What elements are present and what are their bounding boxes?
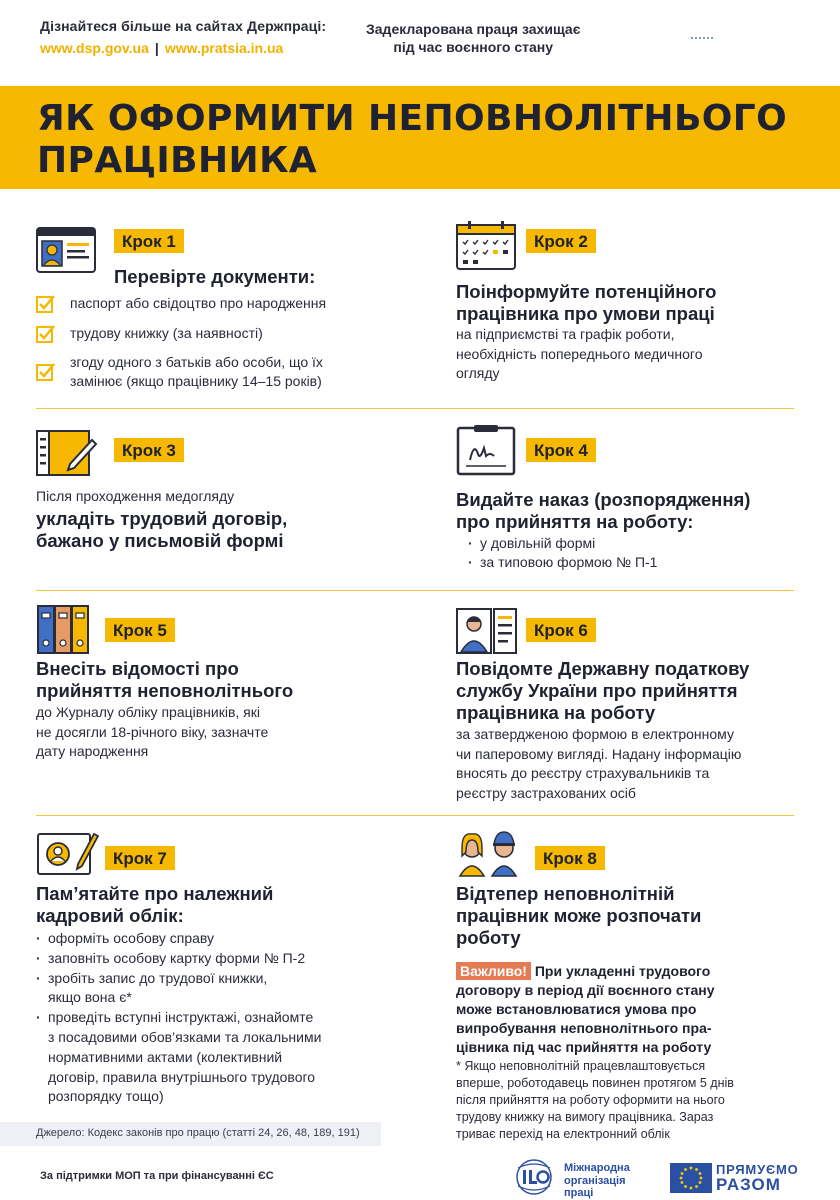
heading-line: працівника на роботу <box>456 702 656 723</box>
checkbox-icon <box>36 324 55 343</box>
step-5-heading <box>36 658 293 702</box>
worker-id-icon <box>456 608 518 654</box>
heading-line: працівника про умови праці <box>456 303 715 324</box>
ilo-logo-icon <box>510 1158 558 1196</box>
text-line: дату народження <box>36 743 149 759</box>
important-line: випробування неповнолітнього пра- <box>456 1020 712 1036</box>
checklist-text: паспорт або свідоцтво про народження <box>70 295 327 311</box>
step-3-heading <box>36 508 287 552</box>
important-text: При укладенні трудового <box>534 963 711 979</box>
step-4-heading <box>456 489 750 533</box>
list-item-continued <box>36 1028 321 1048</box>
list-item-continued <box>36 988 321 1008</box>
footnote-line: трудову книжку на вимогу працівника. Зараз <box>456 1110 714 1124</box>
list-text: з посадовими обов’язками та локальними <box>48 1028 322 1045</box>
important-line: цівника під час прийняття на роботу <box>456 1039 712 1055</box>
list-text: якщо вона є* <box>48 989 132 1006</box>
step-3-badge: Крок 3 <box>114 438 184 462</box>
heading-line: укладіть трудовий договір, <box>36 508 288 529</box>
step-2-badge: Крок 2 <box>526 229 596 253</box>
list-item: · зробіть запис до трудової книжки, <box>36 969 321 989</box>
title-line-1: ЯК ОФОРМИТИ НЕПОВНОЛІТНЬОГО <box>37 98 788 139</box>
list-item-continued <box>36 1068 321 1088</box>
heading-line: про прийняття на роботу: <box>456 511 694 532</box>
site-link-dsp[interactable]: www.dsp.gov.ua <box>40 40 149 56</box>
ilo-line: праці <box>564 1187 594 1199</box>
list-item-continued <box>36 1087 321 1107</box>
step-1-badge: Крок 1 <box>114 229 184 253</box>
list-text: нормативними актами (колективний <box>48 1048 283 1065</box>
footnote-line: триває перехід на електронний облік <box>456 1127 670 1141</box>
step-2-heading <box>456 281 716 325</box>
two-workers-icon <box>456 826 522 878</box>
heading-line: бажано у письмовій формі <box>36 530 284 551</box>
heading-line: Поінформуйте потенційного <box>456 281 717 302</box>
eu-mini-icon <box>690 34 716 42</box>
footnote-line: * Якщо неповнолітній працевлаштовується <box>456 1059 706 1073</box>
list-item: · за типовою формою № П-1 <box>468 553 657 572</box>
step-6-text <box>456 725 741 803</box>
text-line: на підприємстві та графік роботи, <box>456 326 675 342</box>
list-item-continued <box>36 1048 321 1068</box>
important-line <box>456 962 715 981</box>
pryamuemo-line: РАЗОМ <box>716 1175 781 1194</box>
ilo-line: Міжнародна <box>564 1162 630 1174</box>
checklist-text: згоду одного з батьків або особи, що їх <box>70 354 323 370</box>
list-text: договір, правила внутрішнього трудового <box>48 1068 316 1085</box>
step-4-list <box>468 534 657 573</box>
checkbox-icon <box>36 294 55 313</box>
ilo-line: організація <box>564 1174 626 1187</box>
text-line: до Журналу обліку працівників, які <box>36 704 260 720</box>
signature-icon <box>456 424 516 476</box>
step-7-heading <box>36 883 273 927</box>
footnote <box>456 1058 734 1143</box>
header-links <box>40 18 326 56</box>
heading-line: Видайте наказ (розпорядження) <box>456 489 751 510</box>
site-link-pratsia[interactable]: www.pratsia.in.ua <box>164 40 284 56</box>
step-5-text <box>36 703 268 762</box>
link-separator: | <box>154 40 159 56</box>
section-divider <box>36 815 794 816</box>
step-6-badge: Крок 6 <box>526 618 596 642</box>
list-item: · проведіть вступні інструктажі, ознайомте <box>36 1008 321 1028</box>
section-divider <box>36 590 794 591</box>
contract-pen-icon <box>36 428 98 478</box>
step-1-heading: Перевірте документи: <box>114 266 316 287</box>
list-text: розпорядку тощо) <box>48 1088 164 1105</box>
learn-more-text: Дізнайтеся більше на сайтах Держпраці: <box>40 18 327 34</box>
title-line-2: ПРАЦІВНИКА <box>37 140 318 181</box>
slogan-line-1: Задекларована праця захищає <box>366 21 581 37</box>
heading-line: працівник може розпочати <box>456 905 702 926</box>
calendar-icon <box>456 220 516 270</box>
pryamuemo-logo <box>716 1162 799 1192</box>
footnote-line: після прийняття на роботу оформити на нього <box>456 1093 725 1107</box>
text-line: за затвердженою формою в електронному <box>456 726 734 742</box>
pryamuemo-line: ПРЯМУЄМО <box>716 1162 799 1177</box>
text-line: чи паперовому вигляді. Надану інформацію <box>456 745 742 762</box>
important-line: може встановлюватися умова про <box>456 1001 697 1017</box>
source-note: Джерело: Кодекс законів про працю (статті 24, 26, 48, 189, 191) <box>0 1122 381 1146</box>
heading-line: кадровий облік: <box>36 905 184 926</box>
text-line: реєстру застрахованих осіб <box>456 784 636 801</box>
step-5-badge: Крок 5 <box>105 618 175 642</box>
heading-line: службу України про прийняття <box>456 680 738 701</box>
slogan-line-2: під час воєнного стану <box>393 39 554 55</box>
page-title <box>37 98 787 182</box>
text-line: необхідність попереднього медичного <box>456 345 703 362</box>
id-card-icon <box>36 227 96 273</box>
step-2-text <box>456 325 703 384</box>
support-text: За підтримки МОП та при фінансуванні ЄС <box>40 1170 274 1182</box>
section-divider <box>36 408 794 409</box>
heading-line: Пам’ятайте про належний <box>36 883 274 904</box>
step-7-badge: Крок 7 <box>105 846 175 870</box>
heading-line: Повідомте Державну податкову <box>456 658 750 679</box>
binders-icon <box>36 603 96 655</box>
list-item: · оформіть особову справу <box>36 929 321 949</box>
heading-line: Відтепер неповнолітній <box>456 883 675 904</box>
step-7-list <box>36 929 321 1107</box>
list-item: · заповніть особову картку форми № П-2 <box>36 949 321 969</box>
important-badge: Важливо! <box>456 962 531 980</box>
text-line: огляду <box>456 365 500 381</box>
site-links <box>40 40 326 56</box>
heading-line: роботу <box>456 927 521 948</box>
footnote-line: вперше, роботодавець повинен протягом 5 днів <box>456 1076 734 1090</box>
heading-line: Внесіть відомості про <box>36 658 239 679</box>
text-line: вносять до реєстру страхувальників та <box>456 765 710 781</box>
important-line: договору в період дії воєнного стану <box>456 982 715 998</box>
text-line: не досягли 18-річного віку, зазначте <box>36 723 269 740</box>
step-8-heading <box>456 883 701 949</box>
step-6-heading <box>456 658 749 724</box>
checkbox-icon <box>36 362 55 381</box>
important-note <box>456 962 715 1057</box>
checklist-text: замінює (якщо працівнику 14–15 років) <box>70 373 322 389</box>
ilo-name <box>564 1162 630 1200</box>
list-item: · у довільній формі <box>468 534 657 553</box>
slogan <box>366 20 580 56</box>
checklist-text: трудову книжку (за наявності) <box>70 325 263 341</box>
step-3-text: Після проходження медогляду <box>36 488 235 504</box>
eu-flag-icon <box>670 1163 712 1193</box>
profile-pencil-icon <box>36 828 100 878</box>
heading-line: прийняття неповнолітнього <box>36 680 294 701</box>
step-4-badge: Крок 4 <box>526 438 596 462</box>
step-8-badge: Крок 8 <box>535 846 605 870</box>
